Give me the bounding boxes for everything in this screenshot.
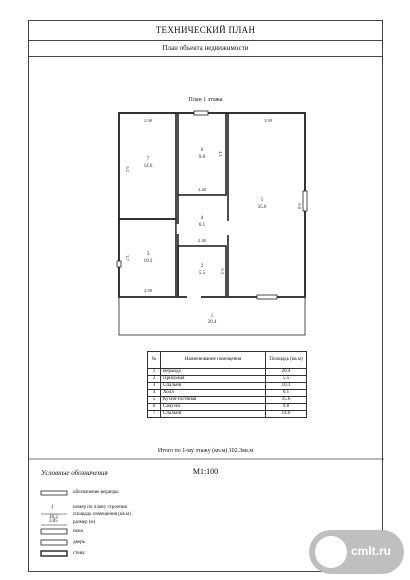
legend-num-example: 1	[51, 505, 54, 510]
room-7-area: 14.6	[143, 164, 153, 169]
row-area: 10.3	[266, 383, 307, 390]
row-num: 3	[148, 383, 161, 390]
table-header-name: Наименование помещения	[161, 352, 266, 369]
table-row	[148, 376, 307, 383]
dimension-label: 2.40	[198, 238, 206, 243]
room-3-area: 10.3	[143, 259, 153, 264]
row-area: 35.6	[266, 397, 307, 404]
window	[194, 111, 208, 115]
row-num: 4	[148, 390, 161, 397]
row-num: 2	[148, 376, 161, 383]
room-1-area: 20.4	[207, 320, 217, 325]
row-area: 5.5	[266, 376, 307, 383]
row-name: Прихожая	[161, 376, 266, 383]
room-1-number: 1	[210, 314, 214, 319]
room-7-number: 7	[146, 157, 150, 162]
document-title: ТЕХНИЧЕСКИЙ ПЛАН	[29, 21, 382, 41]
table-header-area: Площадь (кв.м)	[266, 352, 307, 369]
document-sheet	[28, 20, 383, 572]
table-row	[148, 397, 307, 404]
veranda-symbol	[41, 491, 67, 495]
legend-veranda: обозначение веранды	[73, 490, 119, 495]
row-area: 9.8	[266, 404, 307, 411]
dimension-label: 4.1	[218, 151, 223, 157]
room-5-area: 35.6	[257, 205, 267, 210]
table-row	[148, 411, 307, 418]
outer-wall	[119, 113, 305, 297]
door-symbol	[41, 540, 67, 545]
legend-size-desc: размер (м)	[73, 520, 96, 525]
window	[257, 295, 277, 299]
legend-area-example: 18.3	[49, 515, 58, 520]
dimension-label: 2.3	[220, 268, 225, 274]
row-name: Кухня-гостиная	[161, 397, 266, 404]
floor-caption: План 1 этажа	[188, 97, 223, 103]
room-4-number: 4	[200, 216, 204, 221]
window	[303, 191, 307, 211]
dimension-label: 3.7	[125, 255, 130, 261]
dimension-label: 2.90	[144, 288, 152, 293]
row-num: 5	[148, 397, 161, 404]
dimension-label: 5.2	[125, 166, 130, 172]
table-row	[148, 369, 307, 376]
watermark-badge	[309, 530, 404, 574]
row-name: Холл	[161, 390, 266, 397]
row-num: 6	[148, 404, 161, 411]
total-area: Итого по 1-му этажу (кв.м) 102.3кв.м	[157, 448, 254, 454]
watermark-logo-icon	[315, 536, 347, 568]
window	[117, 261, 121, 267]
wall-symbol	[41, 551, 67, 556]
row-name: Спальня	[161, 411, 266, 418]
room-6-number: 6	[200, 148, 204, 153]
watermark-text: cmlt.ru	[351, 544, 392, 558]
legend-num-desc: номер по плану строения	[73, 505, 127, 510]
row-name: Спальня	[161, 383, 266, 390]
row-name: Веранда	[161, 369, 266, 376]
table-row	[148, 404, 307, 411]
room-5-walls	[228, 113, 305, 297]
table-header-num: №	[148, 352, 161, 369]
row-area: 14.6	[266, 411, 307, 418]
room-3-number: 3	[146, 252, 150, 257]
table-row	[148, 390, 307, 397]
row-name: Санузел	[161, 404, 266, 411]
room-2-number: 2	[200, 264, 204, 269]
room-5-number: 5	[260, 198, 264, 203]
dimension-label: 9.0	[297, 203, 302, 209]
scale-label: М1:100	[192, 467, 219, 476]
row-num: 1	[148, 369, 161, 376]
dimension-label: 2.40	[198, 187, 206, 192]
legend-door: дверь	[73, 540, 85, 545]
legend-title: Условные обозначения	[41, 469, 108, 477]
dimension-label: 2.90	[144, 118, 152, 123]
legend-wall: стена	[73, 551, 85, 556]
row-num: 7	[148, 411, 161, 418]
document-subtitle: План объекта недвижимости	[29, 40, 382, 57]
table-row	[148, 383, 307, 390]
legend-window: окно	[73, 529, 84, 534]
legend-area-desc: площадь помещения (кв.м)	[73, 512, 131, 517]
dimension-label: 3.99	[264, 118, 272, 123]
row-area: 6.1	[266, 390, 307, 397]
room-6-area: 9.8	[198, 155, 206, 160]
rooms-table	[147, 351, 307, 418]
window-symbol	[41, 529, 67, 534]
row-area: 20.4	[266, 369, 307, 376]
room-2-area: 5.5	[198, 271, 206, 276]
room-4-area: 6.1	[198, 223, 206, 228]
legend-size-example: 3.05	[49, 519, 58, 524]
